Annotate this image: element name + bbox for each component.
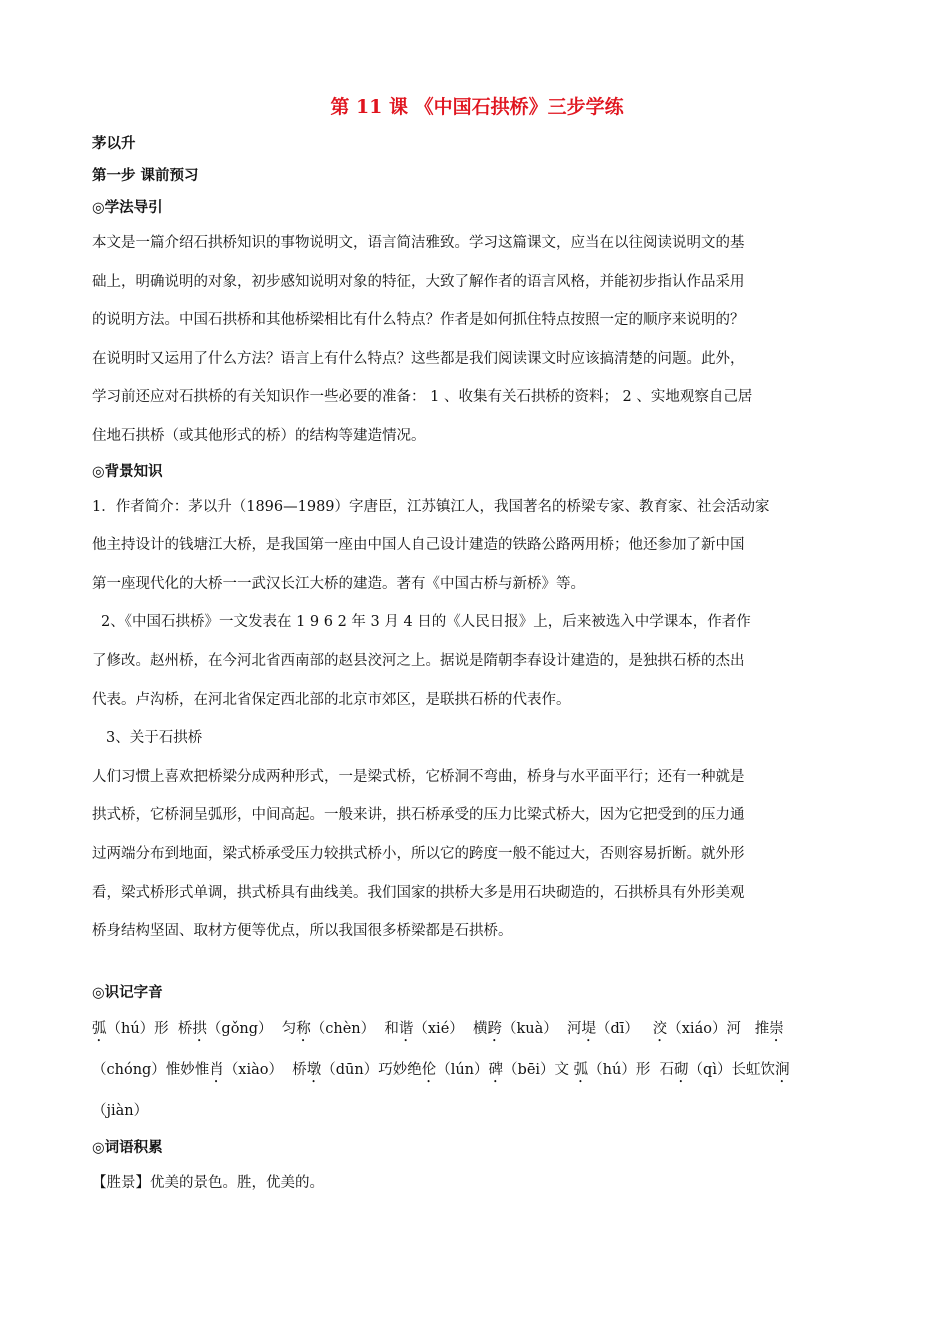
word-entry: 【胜景】优美的景色。胜，优美的。 [92, 1174, 324, 1191]
emphasized-char: 弧 [573, 1061, 589, 1078]
paragraph-line: 本文是一篇介绍石拱桥知识的事物说明文，语言简洁雅致。学习这篇课文，应当在以往阅读说明文的基 [92, 235, 745, 251]
vocab-text: （gǒng） 匀 [206, 1020, 297, 1037]
vocab-text: （dī） [596, 1020, 653, 1037]
vocab-text: （xiào） 桥 [223, 1061, 307, 1078]
emphasized-char: 跨 [487, 1020, 502, 1037]
emphasized-char: 崇 [769, 1020, 784, 1037]
author-name: 茅以升 [92, 136, 136, 152]
vocab-line [92, 1050, 862, 1091]
emphasized-char: 弧 [92, 1020, 107, 1037]
emphasized-char: 堤 [581, 1020, 596, 1037]
section-heading-background: ◎背景知识 [92, 463, 163, 480]
paragraph-line: 2、《中国石拱桥》一文发表在 1 9 6 2 年 3 月 4 日的《人民日报》上，后来被选入中学课本，作者作 [101, 614, 751, 631]
vocab-text: （kuà） 河 [502, 1020, 582, 1037]
paragraph-line: 人们习惯上喜欢把桥梁分成两种形式，一是梁式桥，它桥洞不弯曲，桥身与水平面平行；还有一种就是 [92, 768, 745, 785]
vocab-text: （hú）形 石 [588, 1061, 675, 1078]
paragraph-line: 代表。卢沟桥，在河北省保定西北部的北京市郊区，是联拱石桥的代表作。 [92, 691, 571, 708]
vocab-text: （jiàn） [92, 1102, 149, 1119]
emphasized-char: 涧 [774, 1061, 790, 1078]
paragraph-line: 础上，明确说明的对象，初步感知说明对象的特征，大致了解作者的语言风格，并能初步指认作品采用 [92, 273, 745, 290]
paragraph-line: 学习前还应对石拱桥的有关知识作一些必要的准备： 1 、收集有关石拱桥的资料； 2 、实地观察自己居 [92, 389, 753, 406]
emphasized-char: 伦 [421, 1061, 437, 1078]
section-heading-vocab: ◎识记字音 [92, 984, 163, 1001]
subheading-line: 3、关于石拱桥 [106, 730, 203, 747]
vocab-text: （lún） [436, 1061, 489, 1078]
section-heading-method: ◎学法导引 [92, 200, 163, 216]
paragraph-line: 1．作者简介：茅以升（1896—1989）字唐臣，江苏镇江人，我国著名的桥梁专家、教育家、社会活动家 [92, 498, 770, 515]
vocab-text: （xié） 横 [413, 1020, 488, 1037]
emphasized-char: 肖 [209, 1061, 224, 1078]
paragraph-line: 看，梁式桥形式单调，拱式桥具有曲线美。我们国家的拱桥大多是用石块砌造的，石拱桥具有外形美观 [92, 884, 745, 901]
paragraph-line: 桥身结构坚固、取材方便等优点，所以我国很多桥梁都是石拱桥。 [92, 923, 513, 940]
spacer [92, 951, 862, 977]
paragraph-line: 了修改。赵州桥，在今河北省西南部的赵县洨河之上。据说是隋朝李春设计建造的，是独拱石桥的杰出 [92, 652, 745, 669]
vocab-text: （chèn） 和 [310, 1020, 399, 1037]
emphasized-char: 谐 [398, 1020, 414, 1037]
document-page [92, 92, 862, 1202]
paragraph-line: 在说明时又运用了什么方法？语言上有什么特点？这些都是我们阅读课文时应该搞清楚的问题。此外， [92, 350, 745, 367]
paragraph-line: 过两端分布到地面，梁式桥承受压力较拱式桥小，所以它的跨度一般不能过大，否则容易折断。就外形 [92, 845, 745, 862]
emphasized-char: 称 [296, 1020, 311, 1037]
paragraph-line: 的说明方法。中国石拱桥和其他桥梁相比有什么特点？作者是如何抓住特点按照一定的顺序来说明的？ [92, 312, 745, 329]
emphasized-char: 墩 [306, 1061, 322, 1078]
page-title: 第 11 课 《中国石拱桥》三步学练 [330, 96, 624, 118]
step-heading: 第一步 课前预习 [92, 168, 199, 184]
vocab-text: （dūn）巧妙绝 [321, 1061, 422, 1078]
emphasized-char: 碑 [488, 1061, 504, 1078]
emphasized-char: 洨 [652, 1020, 668, 1037]
paragraph-line: 第一座现代化的大桥一一武汉长江大桥的建造。著有《中国古桥与新桥》等。 [92, 575, 585, 592]
emphasized-char: 砌 [674, 1061, 689, 1078]
paragraph-line: 拱式桥，它桥洞呈弧形，中间高起。一般来讲，拱石桥承受的压力比梁式桥大，因为它把受到的压力通 [92, 807, 745, 824]
vocab-text: （xiáo）河 推 [667, 1020, 770, 1037]
paragraph-line: 住地石拱桥（或其他形式的桥）的结构等建造情况。 [92, 427, 426, 444]
vocab-line [92, 1009, 862, 1050]
vocab-text: （qì）长虹饮 [688, 1061, 775, 1078]
vocab-line [92, 1091, 862, 1132]
vocab-text: （chóng）惟妙惟 [92, 1061, 210, 1078]
vocab-text: （hú）形 桥 [106, 1020, 193, 1037]
paragraph-line: 他主持设计的钱塘江大桥，是我国第一座由中国人自己设计建造的铁路公路两用桥；他还参加了新中国 [92, 537, 745, 554]
emphasized-char: 拱 [192, 1020, 207, 1037]
section-heading-words: ◎词语积累 [92, 1139, 163, 1156]
vocab-text: （bēi）文 [503, 1061, 574, 1078]
